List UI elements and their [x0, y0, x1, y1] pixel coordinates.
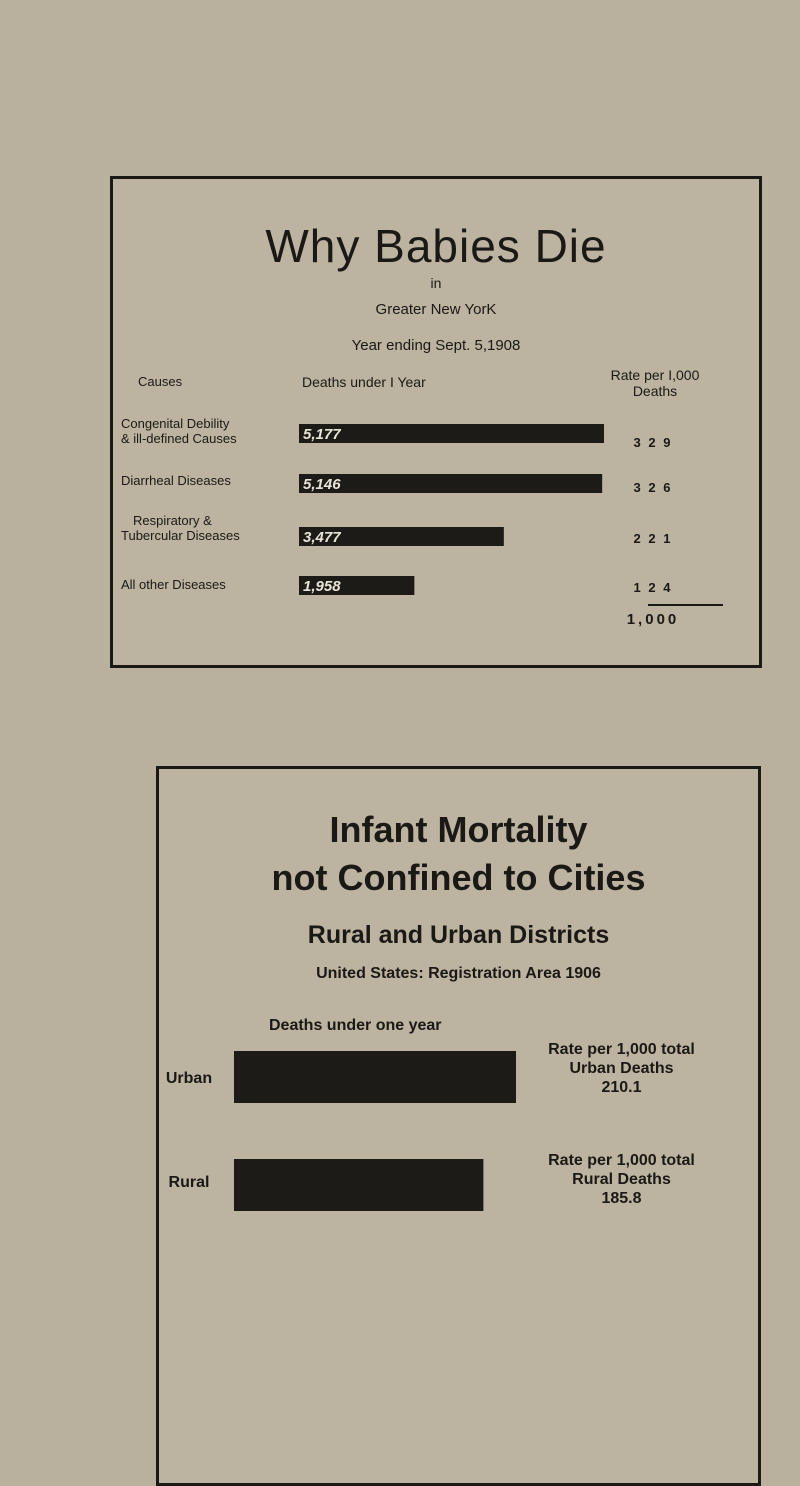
bar-0	[299, 424, 604, 443]
category-label-rural: Rural	[168, 1174, 210, 1191]
bar-value-label: 5,146	[303, 476, 341, 493]
bar-rural	[234, 1159, 483, 1211]
why-babies-die-chart	[110, 176, 762, 668]
chart-subtitle-region: Greater New YorK	[375, 301, 497, 318]
rate-value: 2 2 1	[633, 531, 673, 546]
rate-total: 1,000	[626, 611, 680, 628]
note-line: Rural Deaths	[572, 1171, 671, 1188]
chart-subtitle-in: in	[430, 275, 442, 291]
note-line: Rate per 1,000 total	[548, 1152, 695, 1169]
chart-area-label: United States: Registration Area 1906	[316, 965, 601, 982]
column-header-rate: Rate per I,000 Deaths	[610, 367, 700, 399]
rate-value: 1 2 4	[633, 580, 673, 595]
chart-subtitle: Rural and Urban Districts	[307, 921, 610, 949]
note-line: 185.8	[601, 1190, 642, 1207]
rate-value: 3 2 9	[633, 435, 673, 450]
chart-title: Why Babies Die	[265, 220, 607, 272]
category-label-line: Respiratory &	[133, 513, 212, 528]
column-header-deaths: Deaths under I Year	[302, 374, 426, 390]
note-line: 210.1	[601, 1079, 642, 1096]
note-line: Rate per 1,000 total	[548, 1041, 695, 1058]
category-label-urban: Urban	[165, 1070, 213, 1087]
bar-value-label: 1,958	[303, 578, 341, 595]
chart-1-plot	[113, 179, 759, 665]
bar-value-label: 3,477	[303, 529, 341, 546]
rate-value: 3 2 6	[633, 480, 673, 495]
category-label-line: All other Diseases	[121, 577, 226, 592]
note-line: Urban Deaths	[569, 1060, 674, 1077]
infant-mortality-chart	[156, 766, 761, 1486]
chart-measure-label: Deaths under one year	[269, 1017, 442, 1034]
category-label-line: Diarrheal Diseases	[121, 473, 231, 488]
chart-2-plot	[159, 769, 758, 1483]
bar-1	[299, 474, 602, 493]
bar-value-label: 5,177	[303, 426, 341, 443]
bar-urban	[234, 1051, 516, 1103]
category-label-line: Tubercular Diseases	[121, 528, 240, 543]
category-label-line: Congenital Debility	[121, 416, 230, 431]
column-header-causes: Causes	[138, 374, 183, 389]
chart-subtitle-period: Year ending Sept. 5,1908	[351, 337, 521, 354]
chart-title-line-1: Infant Mortality	[329, 809, 588, 850]
chart-title-line-2: not Confined to Cities	[271, 857, 646, 898]
category-label-line: & ill-defined Causes	[121, 431, 237, 446]
